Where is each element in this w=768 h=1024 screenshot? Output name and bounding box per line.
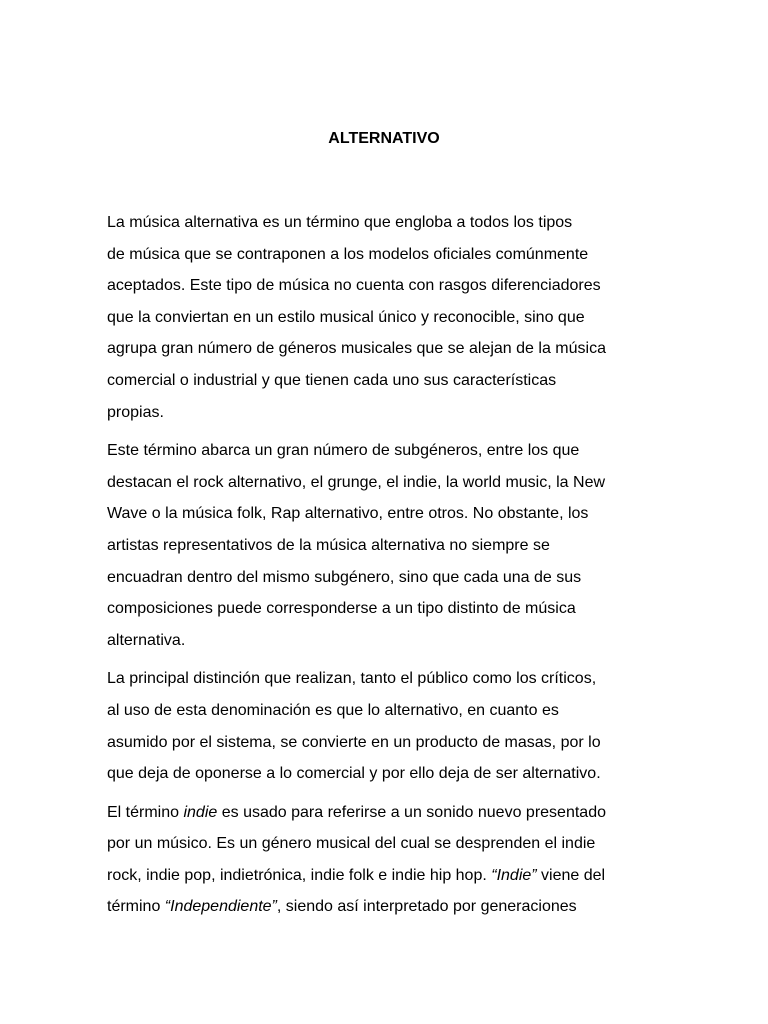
text-segment: Este término abarca un gran número de subgéneros, entre los que bbox=[107, 442, 580, 460]
document-body bbox=[107, 207, 667, 930]
text-segment: que la conviertan en un estilo musical único y reconocible, sino que bbox=[107, 308, 585, 326]
text-segment: término bbox=[107, 898, 165, 916]
text-line bbox=[107, 625, 667, 657]
text-segment: La principal distinción que realizan, tanto el público como los críticos, bbox=[107, 670, 597, 688]
text-segment: por un músico. Es un género musical del cual se desprenden el indie bbox=[107, 835, 596, 853]
italic-text: indie bbox=[183, 803, 218, 821]
text-segment: al uso de esta denominación es que lo alternativo, en cuanto es bbox=[107, 701, 559, 719]
text-line bbox=[107, 498, 667, 530]
text-segment: encuadran dentro del mismo subgénero, sino que cada una de sus bbox=[107, 568, 582, 586]
text-segment: propias. bbox=[107, 403, 164, 421]
text-line bbox=[107, 270, 667, 302]
text-segment: agrupa gran número de géneros musicales que se alejan de la música bbox=[107, 340, 606, 358]
text-segment: artistas representativos de la música alternativa no siempre se bbox=[107, 536, 550, 554]
text-segment: rock, indie pop, indietrónica, indie folk e indie hip hop. bbox=[107, 866, 492, 884]
paragraph bbox=[107, 207, 667, 428]
text-line bbox=[107, 467, 667, 499]
document-title: ALTERNATIVO bbox=[328, 130, 440, 147]
text-line bbox=[107, 758, 667, 790]
text-segment: composiciones puede corresponderse a un tipo distinto de música bbox=[107, 600, 576, 618]
text-line bbox=[107, 860, 667, 892]
text-segment: El término bbox=[107, 803, 184, 821]
text-segment: es usado para referirse a un sonido nuevo presentado bbox=[217, 803, 606, 821]
text-segment: asumido por el sistema, se convierte en un producto de masas, por lo bbox=[107, 733, 601, 751]
text-line bbox=[107, 562, 667, 594]
paragraph bbox=[107, 797, 667, 923]
text-line bbox=[107, 333, 667, 365]
text-line bbox=[107, 663, 667, 695]
text-line bbox=[107, 828, 667, 860]
text-line bbox=[107, 727, 667, 759]
paragraph bbox=[107, 663, 667, 789]
text-line bbox=[107, 239, 667, 271]
text-line bbox=[107, 435, 667, 467]
text-line bbox=[107, 593, 667, 625]
text-segment: que deja de oponerse a lo comercial y por ello deja de ser alternativo. bbox=[107, 765, 601, 783]
text-line bbox=[107, 891, 667, 923]
text-line bbox=[107, 365, 667, 397]
text-line bbox=[107, 302, 667, 334]
text-segment: aceptados. Este tipo de música no cuenta con rasgos diferenciadores bbox=[107, 277, 601, 295]
text-segment: viene del bbox=[536, 866, 606, 884]
text-segment: , siendo así interpretado por generaciones bbox=[276, 898, 577, 916]
text-segment: destacan el rock alternativo, el grunge, el indie, la world music, la New bbox=[107, 473, 606, 491]
text-segment: alternativa. bbox=[107, 631, 186, 649]
text-segment: La música alternativa es un término que engloba a todos los tipos bbox=[107, 214, 573, 231]
text-segment: comercial o industrial y que tienen cada uno sus características bbox=[107, 371, 557, 389]
text-line bbox=[107, 207, 667, 239]
text-line bbox=[107, 530, 667, 562]
paragraph bbox=[107, 435, 667, 656]
text-segment: Wave o la música folk, Rap alternativo, entre otros. No obstante, los bbox=[107, 505, 589, 523]
text-line bbox=[107, 695, 667, 727]
text-line bbox=[107, 397, 667, 429]
text-line bbox=[107, 797, 667, 829]
text-segment: de música que se contraponen a los modelos oficiales comúnmente bbox=[107, 245, 589, 263]
italic-text: “Indie” bbox=[491, 866, 537, 884]
italic-text: “Independiente” bbox=[164, 898, 277, 916]
